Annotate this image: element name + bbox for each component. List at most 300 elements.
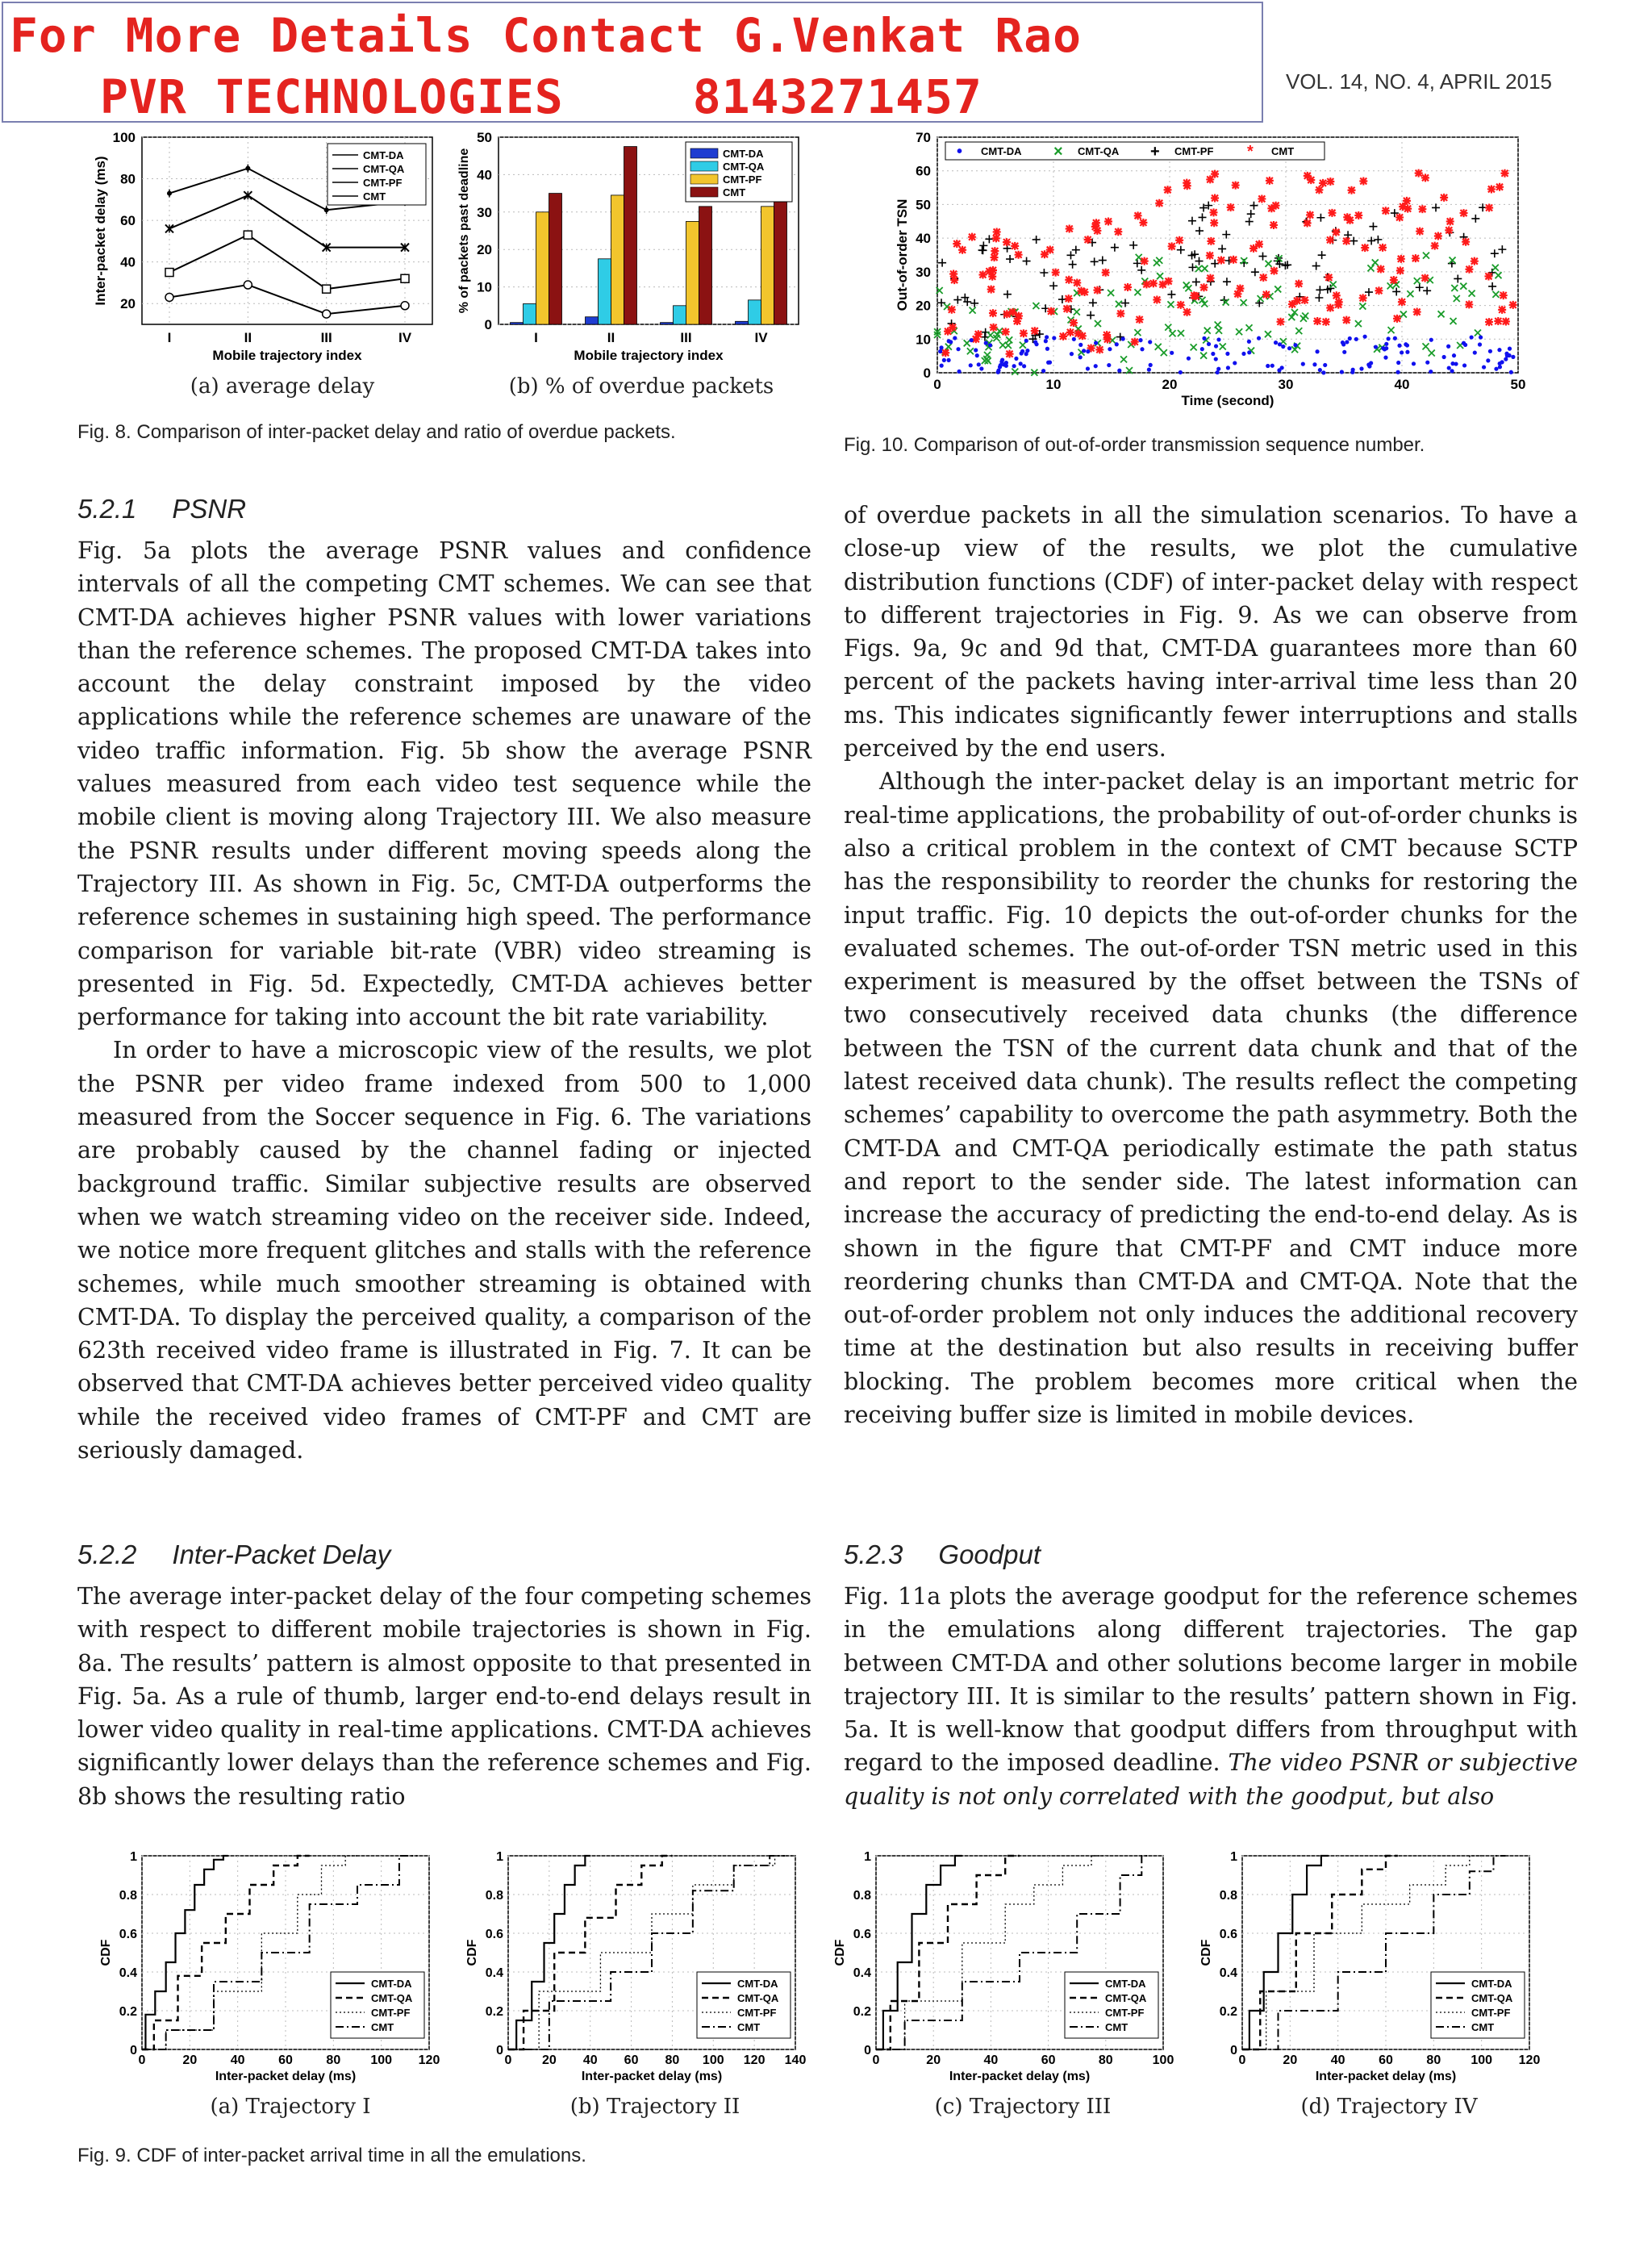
y-tick-label: 0 bbox=[496, 2044, 503, 2058]
scatter-point-cmt-da bbox=[1429, 338, 1433, 342]
scatter-point-cmt-da bbox=[1479, 335, 1483, 339]
x-tick-label: 80 bbox=[1098, 2053, 1113, 2067]
scatter-point-cmt bbox=[987, 286, 995, 294]
paragraph-italic: The video PSNR or subjective quality is not only correlated with the goodput, but also bbox=[844, 1749, 1578, 1810]
scatter-point-cmt-da bbox=[956, 347, 960, 351]
scatter-point-cmt bbox=[1431, 242, 1439, 250]
scatter-point-cmt-da bbox=[1000, 357, 1004, 361]
scatter-point-cmt-da bbox=[1351, 368, 1355, 372]
scatter-point-cmt bbox=[1348, 186, 1356, 194]
scatter-point-cmt-da bbox=[1086, 349, 1090, 353]
y-tick-label: 50 bbox=[916, 197, 931, 213]
fig9b-caption: (b) Trajectory II bbox=[569, 2095, 740, 2119]
scatter-point-cmt-da bbox=[1384, 342, 1388, 346]
x-tick-label: 100 bbox=[702, 2053, 724, 2067]
fig9a-cdf-chart bbox=[95, 1849, 450, 2091]
scatter-point-cmt-da bbox=[1342, 350, 1346, 354]
x-tick-label: 50 bbox=[1510, 377, 1526, 392]
scatter-point-cmt-da bbox=[1293, 343, 1297, 347]
x-axis-label: Inter-packet delay (ms) bbox=[949, 2070, 1091, 2083]
legend-label: CMT-PF bbox=[363, 177, 403, 189]
y-tick-label: 0.8 bbox=[119, 1889, 137, 1903]
x-tick-label: III bbox=[680, 330, 692, 345]
scatter-point-cmt-da bbox=[1187, 357, 1191, 361]
scatter-point-cmt-da bbox=[1396, 361, 1400, 365]
x-tick-label: 40 bbox=[582, 2053, 598, 2067]
scatter-point-cmt bbox=[1500, 169, 1508, 178]
scatter-point-cmt bbox=[1421, 173, 1429, 182]
scatter-point-cmt bbox=[1421, 274, 1429, 282]
x-tick-label: 40 bbox=[230, 2053, 245, 2067]
scatter-point-cmt-da bbox=[1400, 350, 1404, 354]
bar-cmt-qa bbox=[749, 300, 761, 324]
fig9b-cdf-chart bbox=[461, 1849, 816, 2091]
scatter-point-cmt-da bbox=[1321, 370, 1325, 374]
scatter-point-cmt bbox=[1052, 269, 1060, 277]
scatter-point-cmt-da bbox=[1024, 339, 1028, 343]
scatter-point-cmt bbox=[1277, 318, 1285, 326]
scatter-point-cmt bbox=[1011, 242, 1019, 250]
scatter-point-cmt bbox=[1393, 315, 1401, 323]
paragraph: The average inter-packet delay of the four competing schemes with respect to different mobile trajectories is shown in Fig. 8a. The results’ pattern is almost opposite to that presented in Fig. 5a. As a rule of thumb, larger end-to-end delays result in lower video quality in real-time applications. CMT-DA achieves significantly lower delays than the reference schemes and Fig. 8b shows the resulting ratio bbox=[77, 1583, 811, 1810]
scatter-point-cmt-da bbox=[1072, 337, 1076, 341]
scatter-point-cmt bbox=[1359, 178, 1367, 186]
scatter-point-cmt-da bbox=[1270, 364, 1274, 368]
scatter-point-cmt-da bbox=[988, 343, 992, 347]
scatter-point-cmt-da bbox=[1216, 367, 1220, 371]
y-tick-label: 0.6 bbox=[119, 1928, 137, 1941]
scatter-point-cmt bbox=[1498, 306, 1506, 314]
x-tick-label: I bbox=[167, 330, 172, 345]
scatter-point-cmt-da bbox=[938, 349, 942, 353]
scatter-point-cmt bbox=[1232, 182, 1240, 190]
legend-swatch bbox=[690, 148, 718, 158]
scatter-point-cmt bbox=[941, 349, 949, 357]
x-axis-label: Inter-packet delay (ms) bbox=[215, 2070, 357, 2083]
scatter-point-cmt-da bbox=[1214, 344, 1218, 348]
x-tick-label: 100 bbox=[1152, 2053, 1174, 2067]
scatter-point-cmt bbox=[1206, 252, 1214, 260]
legend-label: CMT bbox=[723, 186, 746, 198]
scatter-point-cmt bbox=[1315, 186, 1323, 194]
fig8b-overdue-chart bbox=[448, 129, 811, 371]
scatter-point-cmt bbox=[1300, 296, 1308, 304]
scatter-point-cmt bbox=[1295, 280, 1303, 288]
scatter-point-cmt bbox=[1065, 295, 1073, 303]
bar-cmt-da bbox=[511, 323, 524, 324]
legend-label: CMT-PF bbox=[1105, 2007, 1145, 2019]
x-tick-label: 0 bbox=[1238, 2053, 1246, 2067]
scatter-point-cmt bbox=[990, 324, 998, 332]
y-tick-label: 1 bbox=[864, 1850, 871, 1864]
legend-label: CMT-DA bbox=[981, 145, 1022, 157]
paragraph: Although the inter-packet delay is an important metric for real-time applications, the probability of out-of-order chunks is also a critical problem in the context of CMT because SCTP has the responsibility to reorder the chunks for restoring the input traffic. Fig. 10 depicts the out-of-order chunks for the evaluated schemes. The out-of-order TSN metric used in this experiment is measured by the offset between the TSNs of two consecutively received data chunks (the difference between the TSN of the current data chunk and that of the latest received data chunk). The results reflect the competing schemes’ capability to overcome the path asymmetry. Both the CMT-DA and CMT-QA periodically estimate the path status and report to the sender side. The latest information can increase the accuracy of predicting the end-to-end delay. As is shown in the figure that CMT-PF and CMT induce more reordering chunks than CMT-DA and CMT-QA. Note that the out-of-order problem not only induces the additional recovery time at the destination but also results in receiving buffer blocking. The problem becomes more critical when the receiving buffer size is limited in mobile devices. bbox=[844, 768, 1578, 1429]
scatter-point-cmt bbox=[1395, 213, 1404, 221]
legend-label: CMT-DA bbox=[723, 148, 764, 160]
y-tick-label: 1 bbox=[130, 1850, 137, 1864]
scatter-point-cmt bbox=[1434, 232, 1442, 240]
scatter-point-cmt-da bbox=[1287, 346, 1291, 350]
scatter-point-cmt bbox=[1073, 278, 1081, 286]
scatter-point-cmt bbox=[1211, 170, 1219, 178]
legend-label: CMT-QA bbox=[737, 1992, 779, 2004]
left-column-delay bbox=[77, 1580, 811, 1813]
x-tick-label: 120 bbox=[743, 2053, 766, 2067]
scatter-point-cmt-da bbox=[970, 338, 974, 342]
fig8a-caption: (a) average delay bbox=[190, 374, 375, 399]
scatter-point-cmt-da bbox=[1450, 369, 1454, 373]
bar-cmt-da bbox=[586, 317, 599, 324]
scatter-point-cmt bbox=[1258, 194, 1266, 203]
scatter-point-cmt-da bbox=[1442, 355, 1446, 359]
y-tick-label: 80 bbox=[120, 171, 136, 187]
scatter-point-cmt bbox=[1509, 301, 1517, 309]
scatter-point-cmt-da bbox=[1494, 367, 1498, 371]
scatter-point-cmt bbox=[1002, 328, 1010, 336]
scatter-point-cmt-da bbox=[1225, 352, 1229, 356]
scatter-point-cmt bbox=[1141, 257, 1149, 265]
scatter-point-cmt-da bbox=[1312, 362, 1316, 366]
x-tick-label: 30 bbox=[1278, 377, 1294, 392]
legend-label: CMT-DA bbox=[1105, 1978, 1146, 1990]
banner-phone: 8143271457 bbox=[692, 69, 982, 124]
section-number: 5.2.2 bbox=[77, 1540, 137, 1569]
x-tick-label: 100 bbox=[1471, 2053, 1493, 2067]
y-axis-label: CDF bbox=[99, 1939, 113, 1966]
x-tick-label: II bbox=[244, 330, 252, 345]
scatter-point-cmt-da bbox=[1508, 347, 1512, 351]
scatter-point-cmt-da bbox=[1488, 349, 1492, 353]
scatter-point-cmt-da bbox=[1473, 350, 1477, 354]
scatter-point-cmt-da bbox=[1374, 345, 1378, 349]
legend-marker: • bbox=[957, 143, 963, 161]
scatter-point-cmt-da bbox=[1179, 370, 1183, 374]
fig9a-caption: (a) Trajectory I bbox=[210, 2095, 371, 2119]
scatter-point-cmt-da bbox=[1511, 355, 1515, 359]
x-tick-label: IV bbox=[754, 330, 768, 345]
scatter-point-cmt bbox=[1013, 317, 1021, 325]
scatter-point-cmt bbox=[1396, 266, 1404, 274]
scatter-point-cmt-da bbox=[1497, 348, 1501, 352]
scatter-point-cmt bbox=[1319, 179, 1327, 187]
y-tick-label: 60 bbox=[916, 163, 931, 179]
section-5-2-2-heading bbox=[77, 1540, 390, 1570]
y-tick-label: 20 bbox=[120, 296, 136, 312]
scatter-point-cmt bbox=[1095, 345, 1103, 353]
scatter-point-cmt bbox=[1342, 237, 1350, 245]
y-axis-label: % of packets past deadline bbox=[457, 148, 471, 314]
y-tick-label: 0.8 bbox=[853, 1889, 871, 1903]
scatter-point-cmt-da bbox=[1341, 340, 1345, 345]
scatter-point-cmt bbox=[1390, 276, 1398, 284]
fig8-caption: Fig. 8. Comparison of inter-packet delay and ratio of overdue packets. bbox=[77, 421, 676, 443]
scatter-point-cmt bbox=[1199, 283, 1208, 291]
scatter-point-cmt bbox=[948, 306, 956, 314]
journal-volume-info: VOL. 14, NO. 4, APRIL 2015 bbox=[1286, 69, 1553, 94]
scatter-point-cmt bbox=[1313, 317, 1321, 325]
scatter-point-cmt bbox=[1149, 279, 1158, 287]
legend-label: CMT bbox=[1271, 145, 1295, 157]
bar-cmt bbox=[624, 147, 637, 324]
scatter-point-cmt-da bbox=[1509, 370, 1513, 374]
bar-cmt-qa bbox=[524, 303, 536, 324]
bar-cmt-qa bbox=[674, 306, 686, 324]
scatter-point-cmt-da bbox=[1207, 342, 1211, 346]
data-point bbox=[323, 310, 331, 318]
x-tick-label: 80 bbox=[326, 2053, 341, 2067]
scatter-point-cmt-da bbox=[1340, 370, 1344, 374]
scatter-point-cmt-da bbox=[1233, 361, 1237, 365]
fig9d-caption: (d) Trajectory IV bbox=[1300, 2095, 1478, 2119]
scatter-point-cmt bbox=[1177, 301, 1185, 309]
y-tick-label: 40 bbox=[916, 231, 931, 247]
scatter-point-cmt bbox=[1342, 316, 1350, 324]
section-number: 5.2.3 bbox=[844, 1540, 903, 1569]
scatter-point-cmt bbox=[1361, 244, 1369, 252]
y-tick-label: 40 bbox=[120, 254, 136, 270]
data-point bbox=[165, 269, 173, 277]
legend-label: CMT bbox=[1471, 2021, 1495, 2033]
scatter-point-cmt-da bbox=[1086, 366, 1090, 370]
scatter-point-cmt-da bbox=[1046, 361, 1050, 365]
scatter-point-cmt bbox=[1155, 199, 1163, 207]
y-tick-label: 0.8 bbox=[1219, 1889, 1237, 1903]
y-tick-label: 0.6 bbox=[1219, 1928, 1237, 1941]
y-axis-label: CDF bbox=[465, 1939, 479, 1966]
x-axis-label: Mobile trajectory index bbox=[574, 348, 724, 363]
y-tick-label: 20 bbox=[477, 242, 492, 258]
scatter-point-cmt-da bbox=[1274, 340, 1278, 345]
scatter-point-cmt-da bbox=[1045, 347, 1049, 351]
scatter-point-cmt bbox=[1015, 251, 1023, 259]
scatter-point-cmt bbox=[1413, 308, 1421, 316]
scatter-point-cmt-da bbox=[1202, 336, 1206, 340]
scatter-point-cmt-da bbox=[1315, 349, 1319, 353]
scatter-point-cmt bbox=[1211, 194, 1219, 203]
scatter-point-cmt bbox=[1266, 177, 1274, 185]
scatter-point-cmt bbox=[1465, 265, 1473, 274]
y-tick-label: 0.2 bbox=[853, 2005, 871, 2019]
legend-label: CMT-QA bbox=[1105, 1992, 1147, 2004]
scatter-point-cmt-da bbox=[1482, 365, 1486, 369]
scatter-point-cmt-da bbox=[949, 340, 953, 344]
scatter-point-cmt-da bbox=[1266, 364, 1270, 368]
scatter-point-cmt bbox=[1415, 169, 1423, 178]
banner-company-line bbox=[100, 69, 982, 124]
scatter-point-cmt bbox=[1293, 297, 1301, 305]
scatter-point-cmt-da bbox=[1247, 350, 1251, 354]
y-axis-label: Out-of-order TSN bbox=[895, 198, 910, 311]
scatter-point-cmt-da bbox=[1278, 342, 1282, 346]
scatter-point-cmt bbox=[985, 267, 993, 275]
scatter-point-cmt-da bbox=[1041, 369, 1045, 373]
data-point bbox=[324, 207, 329, 212]
x-tick-label: III bbox=[320, 330, 332, 345]
fig8a-delay-chart bbox=[76, 129, 455, 371]
scatter-point-cmt-da bbox=[1117, 369, 1121, 373]
scatter-point-cmt bbox=[1003, 238, 1011, 246]
scatter-point-cmt bbox=[1460, 209, 1468, 217]
legend-marker: + bbox=[1150, 143, 1160, 161]
x-tick-label: 0 bbox=[872, 2053, 880, 2067]
y-tick-label: 20 bbox=[916, 298, 931, 314]
scatter-point-cmt bbox=[1102, 269, 1110, 277]
scatter-point-cmt bbox=[1375, 286, 1383, 295]
bar-cmt bbox=[699, 207, 712, 324]
x-tick-label: 20 bbox=[541, 2053, 557, 2067]
scatter-point-cmt-da bbox=[1381, 346, 1385, 350]
scatter-point-cmt-da bbox=[1354, 337, 1358, 341]
y-tick-label: 100 bbox=[112, 130, 136, 145]
bar-cmt-pf bbox=[536, 212, 549, 324]
right-column-goodput bbox=[844, 1580, 1578, 1813]
legend-label: CMT bbox=[363, 190, 386, 203]
scatter-point-cmt bbox=[1259, 274, 1267, 282]
scatter-point-cmt-da bbox=[1446, 345, 1450, 349]
legend-swatch bbox=[690, 161, 718, 171]
scatter-point-cmt-da bbox=[1367, 364, 1371, 368]
scatter-point-cmt-da bbox=[1359, 366, 1363, 370]
y-tick-label: 0.4 bbox=[853, 1966, 871, 1980]
scatter-point-cmt-da bbox=[1301, 362, 1305, 366]
scatter-point-cmt bbox=[1377, 265, 1385, 274]
scatter-point-cmt bbox=[1334, 301, 1342, 309]
bar-cmt-pf bbox=[686, 221, 699, 324]
scatter-point-cmt bbox=[1484, 272, 1492, 280]
scatter-point-cmt bbox=[1462, 238, 1470, 246]
scatter-point-cmt bbox=[1092, 219, 1100, 227]
scatter-point-cmt-da bbox=[939, 345, 943, 349]
scatter-point-cmt-da bbox=[1025, 349, 1029, 353]
scatter-point-cmt bbox=[1131, 338, 1139, 346]
x-tick-label: 40 bbox=[983, 2053, 999, 2067]
paragraph: Fig. 5a plots the average PSNR values and confidence intervals of all the competing CMT schemes. We can see that CMT-DA achieves higher PSNR values with lower variations than the reference schemes. The proposed CMT-DA takes into account the delay constraint imposed by the video applications while the reference schemes are unaware of the video traffic information. Fig. 5b show the average PSNR values measured from each video test sequence while the mobile client is moving along Trajectory III. We also measure the PSNR results under different moving speeds along the Trajectory III. As shown in Fig. 5c, CMT-DA outperforms the reference schemes in sustaining high speed. The performance comparison for variable bit-rate (VBR) video streaming is presented in Fig. 5d. Expectedly, CMT-DA achieves better performance for taking into account the bit rate variability. bbox=[77, 537, 811, 1031]
y-tick-label: 0.6 bbox=[853, 1928, 871, 1941]
scatter-point-cmt-da bbox=[1452, 353, 1456, 357]
scatter-point-cmt-da bbox=[942, 358, 946, 362]
scatter-point-cmt bbox=[968, 233, 976, 241]
x-axis-label: Time (second) bbox=[1181, 393, 1274, 408]
legend-label: CMT-DA bbox=[371, 1978, 412, 1990]
scatter-point-cmt-da bbox=[1121, 336, 1125, 340]
scatter-point-cmt-da bbox=[1470, 335, 1474, 339]
scatter-point-cmt bbox=[1418, 205, 1426, 213]
scatter-point-cmt bbox=[953, 240, 961, 248]
scatter-point-cmt bbox=[1471, 257, 1479, 265]
scatter-point-cmt bbox=[1382, 207, 1390, 215]
scatter-point-cmt bbox=[1354, 211, 1362, 219]
y-tick-label: 30 bbox=[477, 204, 492, 220]
scatter-point-cmt bbox=[1234, 290, 1242, 298]
scatter-point-cmt bbox=[1227, 203, 1235, 211]
scatter-point-cmt-da bbox=[1140, 347, 1144, 351]
scatter-point-cmt bbox=[1175, 236, 1183, 244]
scatter-point-cmt-da bbox=[1383, 356, 1387, 360]
scatter-point-cmt bbox=[1485, 318, 1493, 326]
x-tick-label: 60 bbox=[1041, 2053, 1056, 2067]
right-column-text bbox=[844, 499, 1578, 1431]
legend-label: CMT-QA bbox=[371, 1992, 413, 2004]
scatter-point-cmt-da bbox=[1170, 351, 1174, 355]
scatter-point-cmt bbox=[1114, 228, 1122, 236]
fig9d-cdf-chart bbox=[1195, 1849, 1550, 2091]
x-tick-label: 0 bbox=[933, 377, 941, 392]
y-tick-label: 40 bbox=[477, 167, 492, 183]
scatter-point-cmt-da bbox=[1138, 338, 1142, 342]
y-tick-label: 0 bbox=[1230, 2044, 1237, 2058]
scatter-point-cmt bbox=[1229, 256, 1237, 264]
data-point bbox=[401, 302, 409, 310]
scatter-point-cmt bbox=[1307, 176, 1315, 184]
x-tick-label: 60 bbox=[1379, 2053, 1393, 2067]
scatter-point-cmt bbox=[1487, 185, 1496, 193]
section-5-2-3-heading bbox=[844, 1540, 1041, 1570]
scatter-point-cmt bbox=[1332, 228, 1340, 236]
scatter-point-cmt bbox=[1103, 331, 1111, 339]
scatter-point-cmt-da bbox=[1345, 340, 1349, 344]
y-tick-label: 0.4 bbox=[1219, 1966, 1237, 1980]
scatter-point-cmt-da bbox=[1149, 363, 1153, 367]
legend-label: CMT bbox=[371, 2021, 394, 2033]
scatter-point-cmt-da bbox=[1348, 336, 1352, 340]
fig10-tsn-scatter bbox=[887, 127, 1533, 418]
scatter-point-cmt bbox=[1255, 240, 1263, 249]
scatter-point-cmt-da bbox=[1280, 366, 1284, 370]
scatter-point-cmt-da bbox=[1498, 365, 1502, 369]
paragraph bbox=[844, 1580, 1578, 1813]
x-tick-label: 0 bbox=[504, 2053, 512, 2067]
paragraph: In order to have a microscopic view of the results, we plot the PSNR per video frame indexed from 500 to 1,000 measured from the Soccer sequence in Fig. 6. The variations are probably caused by the channel fading or injected background traffic. Similar subjective results are observed when we watch streaming video on the receiver side. Indeed, we notice more frequent glitches and stalls with the reference schemes, while much smoother streaming is obtained with CMT-DA. To display the perceived quality, a comparison of the 623th received video frame is illustrated in Fig. 7. It can be observed that CMT-DA achieves better perceived video quality while the received video frames of CMT-PF and CMT are seriously damaged. bbox=[77, 1037, 811, 1464]
scatter-point-cmt bbox=[1164, 186, 1172, 194]
scatter-point-cmt-da bbox=[1447, 366, 1451, 370]
scatter-point-cmt bbox=[1168, 242, 1176, 250]
y-tick-label: 0.2 bbox=[119, 2005, 137, 2019]
fig8b-caption: (b) % of overdue packets bbox=[508, 374, 774, 399]
scatter-point-cmt bbox=[1217, 256, 1225, 264]
x-tick-label: 10 bbox=[1045, 377, 1062, 392]
scatter-point-cmt bbox=[1031, 327, 1039, 335]
section-5-2-1-heading bbox=[77, 494, 246, 524]
legend-label: CMT bbox=[1105, 2021, 1128, 2033]
fig9c-caption: (c) Trajectory III bbox=[934, 2095, 1112, 2119]
banner-company: PVR TECHNOLOGIES bbox=[100, 69, 564, 124]
x-tick-label: 120 bbox=[1518, 2053, 1541, 2067]
scatter-point-cmt-da bbox=[1214, 357, 1218, 361]
scatter-point-cmt-da bbox=[1044, 339, 1048, 343]
bar-cmt-da bbox=[661, 323, 674, 324]
y-tick-label: 1 bbox=[496, 1850, 503, 1864]
scatter-point-cmt bbox=[1262, 290, 1270, 299]
scatter-point-cmt bbox=[1142, 280, 1150, 288]
x-tick-label: 100 bbox=[370, 2053, 393, 2067]
paragraph: of overdue packets in all the simulation scenarios. To have a close-up view of the results, we plot the cumulative distribution functions (CDF) of inter-packet delay with respect to different trajectories in Fig. 9. As we can observe from Figs. 9a, 9c and 9d that, CMT-DA guarantees more than 60 percent of the packets having inter-arrival time less than 20 ms. This indicates significantly fewer interruptions and stalls perceived by the end users. bbox=[844, 502, 1578, 762]
section-title: Inter-Packet Delay bbox=[172, 1540, 391, 1569]
scatter-point-cmt-da bbox=[1429, 370, 1433, 374]
scatter-point-cmt-da bbox=[1082, 349, 1086, 353]
scatter-point-cmt-da bbox=[1070, 352, 1074, 356]
legend-swatch bbox=[690, 174, 718, 184]
section-number: 5.2.1 bbox=[77, 494, 137, 524]
scatter-point-cmt bbox=[1006, 350, 1014, 358]
scatter-point-cmt bbox=[1359, 294, 1367, 302]
scatter-point-cmt bbox=[1403, 197, 1411, 205]
x-tick-label: I bbox=[534, 330, 538, 345]
x-tick-label: 20 bbox=[182, 2053, 198, 2067]
scatter-point-cmt-da bbox=[1045, 335, 1049, 339]
scatter-point-cmt-da bbox=[1463, 343, 1467, 347]
y-tick-label: 0.2 bbox=[1219, 2005, 1237, 2019]
legend-label: CMT-PF bbox=[1471, 2007, 1511, 2019]
